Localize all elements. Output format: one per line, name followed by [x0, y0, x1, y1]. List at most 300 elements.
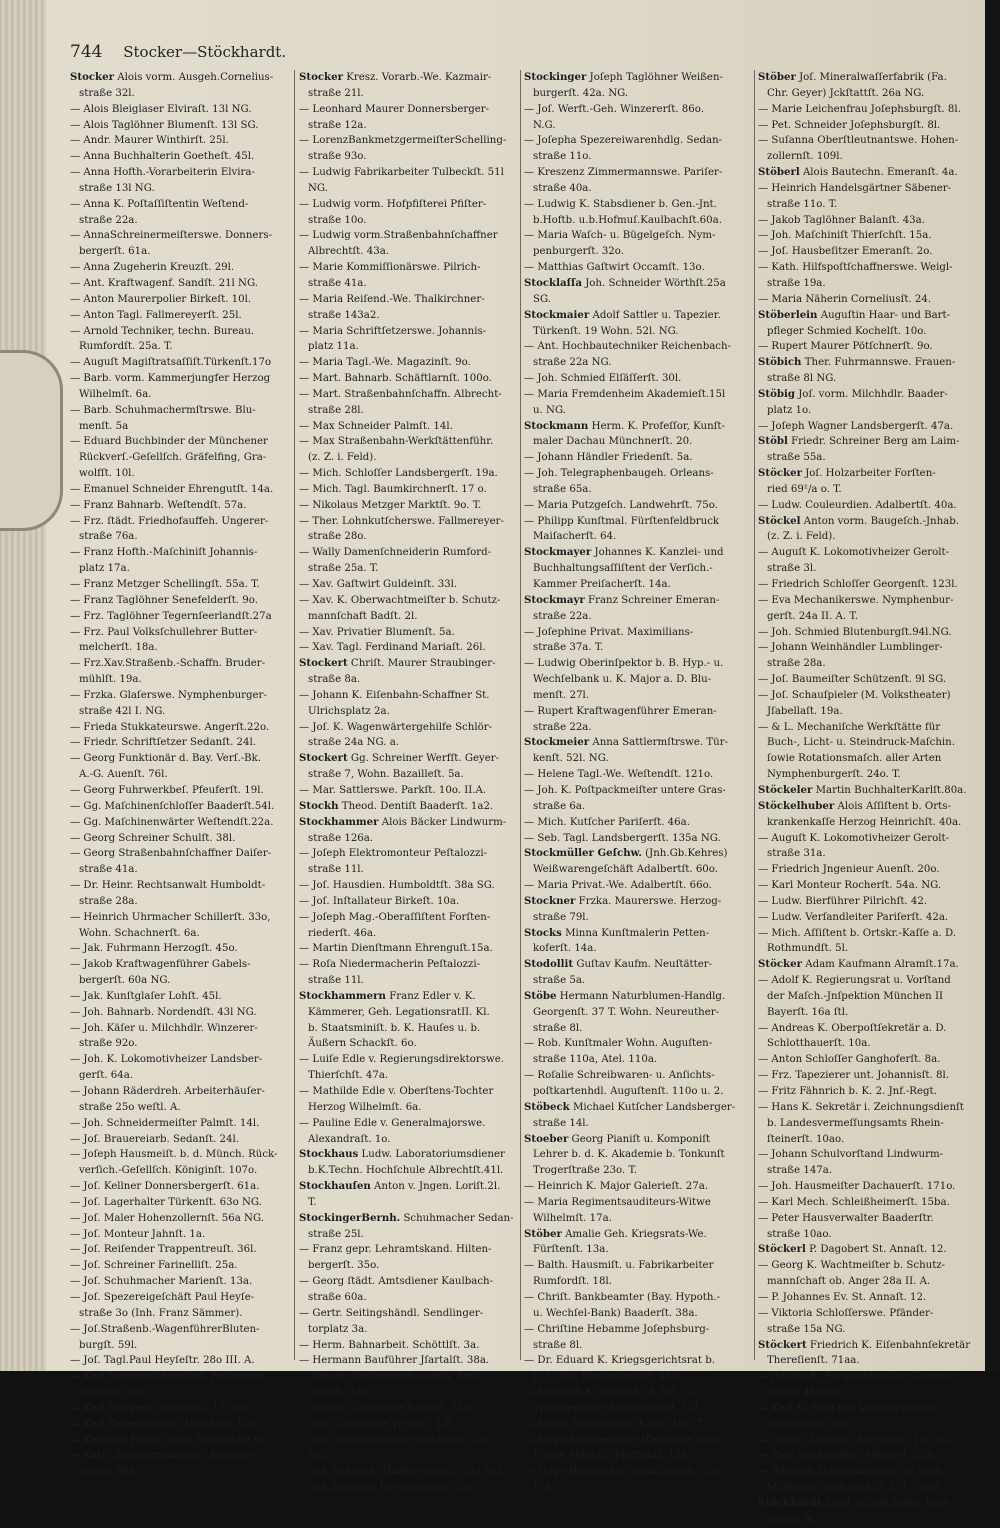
directory-line: — Eduard Buchbinder der Münchener [70, 436, 268, 448]
directory-line: — Arnold Techniker, techn. Bureau. [70, 325, 255, 337]
directory-line: Stockmeier Anna Sattlermſtrswe. Tür- [524, 736, 729, 749]
directory-line: Nymphenburgerſt. 24o. T. [767, 769, 901, 781]
directory-line: — Philipp Kunſtmal. Fürſtenfeldbruck [524, 515, 720, 527]
directory-line: — Friedrich Jngenieur Auenſt. 20o. [758, 864, 940, 876]
directory-line: — Suſanna Oberſtleutnantswe. Hohen- [758, 135, 959, 147]
directory-line: — Joh. Hausmeiſter Dachauerſt. 171o. [758, 1181, 956, 1193]
directory-line: Georgenſt. 37 T. Wohn. Neureuther- [533, 1006, 720, 1018]
directory-line: straße 15a NG. [767, 1323, 846, 1335]
directory-line: — Xav. Privatier Blumenſt. 5a. [299, 626, 455, 638]
directory-line: — Xav. Tagl. Ferdinand Mariaſt. 26l. [299, 642, 486, 654]
directory-line: straße 25a. T. [308, 563, 379, 575]
page-number: 744 [70, 42, 103, 62]
directory-line: — Joſepha Spezereiwarenhdlg. Sedan- [524, 135, 723, 147]
directory-line: — Joh. Taglöhner Triviaſt. 13l. [299, 1418, 455, 1430]
directory-line: — Karl Stiegenb. Baaderſt. 15l NG. [70, 1402, 252, 1414]
directory-line: — Barb. vorm. Kammerjungfer Herzog [70, 373, 271, 385]
directory-line: straße 40a. [533, 182, 592, 194]
directory-line: straße 10ao. [767, 1228, 832, 1240]
directory-line: mühlſt. 19a. [79, 674, 142, 686]
directory-line: Türkenſt. 19 Wohn. 52l. NG. [533, 325, 679, 337]
directory-line: straße 55a. [767, 452, 826, 464]
directory-line: Stockhauſen Anton v. Jngen. Loriſt.2l. [299, 1180, 501, 1193]
directory-line: Alexandraſt. 1o. [308, 1133, 391, 1145]
directory-line: Kämmerer, Geh. LegationsratII. Kl. [308, 1006, 490, 1018]
directory-line: Stockner Frzka. Maurerswe. Herzog- [524, 894, 722, 907]
directory-line: bergerſt. 61a. [79, 246, 151, 258]
directory-line: — Matthias Gaſtwirt Occamſt. 13o. [524, 262, 705, 274]
directory-line: Stöbich Ther. Fuhrmannswe. Frauen- [758, 356, 956, 369]
directory-line: — Anton Maurerpolier Birkeſt. 10l. [70, 293, 252, 305]
directory-line: — Ludw. Verſandleiter Pariſerſt. 42a. [758, 911, 949, 923]
directory-line: — Frzka. Glaſerswe. Nymphenburger- [70, 689, 267, 701]
directory-line: Rückverſ.-Geſellſch. Gräfelfing, Gra- [79, 452, 267, 464]
directory-line: — Mich. Tagl. Baumkirchnerſt. 17 o. [299, 483, 487, 495]
directory-line: mannſchaft ob. Anger 28a II. A. [767, 1276, 931, 1288]
directory-line: — AnnaSchreinermeiſterswe. Donners- [70, 230, 272, 242]
directory-line: Stöckerl P. Dagobert St. Annaſt. 12. [758, 1243, 947, 1256]
directory-line: — Friedrich Schloſſer Georgenſt. 123l. [758, 579, 958, 590]
directory-line: straße 19a. [767, 277, 826, 289]
directory-line: — Johann K. Eiſenbahn-Schaffner St. [299, 689, 490, 701]
directory-line: — Jakob Kraftwagenführer Gabels- [70, 959, 251, 971]
directory-line: straße 22a NG. [533, 357, 612, 369]
directory-line: — Joſ. Hausdien. Humboldtſt. 38a SG. [299, 880, 495, 892]
column-rule [294, 70, 295, 1360]
directory-line: gerſt. 24a II. A. T. [767, 610, 858, 622]
directory-line: Stodollit Guſtav Kaufm. Neuſtätter- [524, 958, 713, 971]
directory-line: straße 25o weſtl. A. [79, 1101, 181, 1113]
directory-line: Stöber Joſ. Mineralwaſſerfabrik (Fa. [758, 71, 947, 83]
directory-line: — Joſ. Tagl.Paul Heyſeſtr. 28o III. A. [70, 1355, 255, 1367]
directory-line: — P. Johannes Ev. St. Annaſt. 12. [758, 1291, 927, 1303]
directory-line: riederſt. 46a. [308, 927, 377, 939]
directory-line: — Joſ. Hausbeſitzer Emeranſt. 2o. [758, 246, 933, 258]
directory-line: — Joſeph Wagner Landsbergerſt. 47a. [758, 420, 954, 432]
directory-line: der Maſch.-Jnſpektion München II [767, 990, 944, 1002]
directory-line: — Joh. Bahnarb. Nordendſt. 43l NG. [70, 1006, 257, 1018]
directory-line: Stocks Minna Kunſtmalerin Petten- [524, 926, 710, 939]
directory-line: straße 8a. [308, 674, 361, 686]
directory-line: straße 126a. [308, 832, 374, 844]
directory-line: — Karl Mech. Schleißheimerſt. 15ba. [758, 1196, 950, 1208]
directory-line: — Franz Taglöhner Senefelderſt. 9o. [70, 594, 258, 606]
directory-line: Stöber Amalie Geh. Kriegsrats-We. [524, 1227, 707, 1240]
directory-line: — Wally Damenſchneiderin Rumford- [299, 547, 492, 559]
directory-line: — Paul Werkmeiſter Müllerſt. 35a. [758, 1450, 936, 1462]
directory-line: — Johann Weinhändler Lumblinger- [758, 642, 943, 654]
directory-line: — Joſ. Kellner Donnersbergerſt. 61a. [70, 1181, 260, 1193]
directory-line: StockingerBernh. Schuhmacher Sedan- [299, 1211, 514, 1224]
directory-line: straße 8l. [533, 1022, 583, 1034]
directory-line: Weißwarengeſchäft Adalbertſt. 60o. [533, 864, 718, 876]
directory-line: — Hugo Bankbeamter (Deutſche Bank [524, 1434, 722, 1446]
directory-line: Stocklaſſa Joh. Schneider Wörthſt.25a [524, 276, 726, 289]
directory-line: mannſchaft Badſt. 2l. [308, 610, 418, 622]
directory-line: — Karolina Privat. Dom Pedroplatz 6l. [70, 1434, 267, 1446]
directory-line: T. [308, 1196, 317, 1208]
directory-line: Wechſelbank u. K. Major a. D. Blu- [533, 674, 712, 686]
directory-line: Stocker Alois vorm. Ausgeh.Cornelius- [70, 71, 274, 83]
directory-line: — Maria Regimentsauditeurs-Witwe [524, 1196, 711, 1208]
directory-line: straße 13l NG. [79, 182, 155, 194]
directory-line: — Peter Hausverwalter Baaderſtr. [758, 1212, 934, 1224]
directory-line: b. Landesvermeſſungsamts Rhein- [767, 1117, 944, 1129]
directory-line: platz 1o. [767, 404, 812, 416]
directory-line: straße 9l. [767, 1513, 817, 1525]
directory-line: — Alois Taglöhner Blumenſt. 13l SG. [70, 119, 259, 131]
directory-line: — Maria Putzgeſch. Landwehrſt. 75o. [524, 499, 718, 511]
directory-line: straße 32l. [79, 87, 135, 99]
directory-line: Trogerſtraße 23o. T. [533, 1165, 638, 1177]
directory-line: — Johann Taglöhner Balanſt. 75o. [299, 1402, 473, 1414]
directory-line: — Maria Näherin Corneliusſt. 24. [758, 293, 932, 305]
directory-line: — Anna Hofth.-Vorarbeiterin Elvira- [70, 167, 255, 179]
column-2 [299, 70, 517, 1494]
directory-line: N.G. [533, 119, 556, 131]
directory-line: straße 22a. [533, 610, 592, 622]
directory-line: — Ludwig vorm. Hofpfiſterei Pfiſter- [299, 198, 487, 210]
directory-line: straße 8l NG. [767, 373, 837, 385]
directory-line: — Joſ. K. Wagenwärtergehilfe Schlör- [299, 721, 493, 733]
directory-line: — Kath. Hilfspoſtſchaffnerswe. Weigl- [758, 262, 953, 274]
directory-line: Rumfordſt. 25a. T. [79, 341, 173, 353]
directory-line: — Auguſt Magiſtratsaſſiſt.Türkenſt.17o [70, 357, 272, 369]
directory-line: straße 60a. [308, 1291, 367, 1303]
directory-line: — Karl Monteur Rocherſt. 54a. NG. [758, 880, 942, 892]
directory-line: straße 28o. [308, 531, 367, 543]
directory-line: — Ludw. Bierführer Pilrichſt. 42. [758, 895, 928, 907]
directory-line: — Kreszenz Zimmermannswe. Pariſer- [524, 167, 723, 179]
directory-line: straße 28l. [308, 404, 364, 416]
directory-line: straße 147a. [767, 1165, 833, 1177]
directory-line: straße 110a, Atel. 110a. [533, 1054, 658, 1066]
binder-clip [0, 350, 63, 531]
directory-line: — Joſ. Spezereigeſchäft Paul Heyſe- [70, 1291, 255, 1303]
directory-line: erſtraße 28o. [79, 1387, 147, 1399]
directory-line: — Georg Fuhrwerkbeſ. Pfeuferſt. 19l. [70, 784, 264, 796]
directory-line: — Ther. Lohnkutſcherswe. Fallmereyer- [299, 515, 504, 527]
directory-line: — Jakob Taglöhner Balanſt. 43a. [758, 214, 925, 226]
directory-line: — Joſeph Elektromonteur Peſtalozzi- [299, 848, 488, 860]
directory-line: — Karl Tagesſchriftſt. Dantheſt. 11a. [70, 1418, 259, 1430]
directory-line: — Hermann Bauführer Jſartalſt. 38a. [299, 1355, 490, 1367]
directory-line: straße 76a. [79, 531, 138, 543]
directory-line: Stocker Kresz. Vorarb.-We. Kazmair- [299, 71, 492, 83]
directory-line: — Heinrich K. Major Galerieſt. 27a. [524, 1181, 709, 1193]
directory-line: SG. [533, 293, 551, 305]
directory-line: — Johann K. Poſtpackmeiſter Tulbeck- [758, 1371, 955, 1383]
directory-line: — Joſ. Schreiner Farinelliſt. 25a. [70, 1260, 238, 1272]
directory-line: — Maria Tagl.-We. Magazinſt. 9o. [299, 357, 471, 369]
directory-line: straße 5a. [533, 975, 586, 987]
running-head: Stocker—Stöckhardt. [123, 43, 287, 61]
directory-line: — Andr. Maurer Winthirſt. 25l. [70, 135, 229, 147]
directory-line: — Leonh. Dienſtm. Kirchenſt. 15o SG. [758, 1434, 954, 1446]
directory-line: Stöberl Alois Bautechn. Emeranſt. 4a. [758, 166, 958, 179]
directory-line: Stöckeler Martin BuchhalterKarlſt.80a. [758, 783, 967, 796]
directory-line: — Anna K. Poſtaſſiſtentin Weſtend- [70, 198, 249, 210]
directory-line: — Joh. Schmied Elſäſſerſt. 30l. [524, 373, 682, 385]
directory-line: Rothmundſt. 5l. [767, 943, 849, 955]
directory-line: — Hugo Hutmacher Sendlingerſt. 29a [524, 1466, 721, 1478]
directory-line: — Luiſe Edle v. Regierungsdirektorswe. [299, 1054, 504, 1066]
directory-line: gerſt. 64a. [79, 1070, 134, 1082]
directory-line: — Frz. ſtädt. Friedhofauffeh. Ungerer- [70, 515, 269, 527]
directory-line: — Marie Leichenfrau Joſephsburgſt. 8l. [758, 103, 961, 115]
directory-line: wolfſt. 10l. [79, 468, 135, 480]
column-rule [520, 70, 521, 1360]
directory-line: straße 12a. [308, 119, 367, 131]
directory-line: Stockmaier Adolf Sattler u. Tapezier. [524, 308, 721, 321]
directory-line: Stockinger Joſeph Taglöhner Weißen- [524, 71, 723, 83]
directory-line: straße 65a. [533, 483, 592, 495]
directory-line: A.-G. Auenſt. 76l. [79, 769, 168, 781]
directory-line: — Maria Privat.-We. Adalbertſt. 66o. [524, 880, 712, 892]
directory-line: — Maria Reiſend.-We. Thalkirchner- [299, 293, 485, 305]
directory-line: — Ludwig K. Stabsdiener b. Gen.-Jnt. [524, 198, 717, 210]
directory-line: — Georg K. Wachtmeiſter b. Schutz- [758, 1260, 946, 1272]
directory-line: — Mathilde Edle v. Oberſtens-Tochter [299, 1086, 494, 1097]
directory-line: — Marie Kommiſſionärswe. Pilrich- [299, 262, 481, 274]
directory-line: — Barb. Schuhmachermſtrswe. Blu- [70, 404, 256, 416]
directory-line: — Joh. Maſchiniſt Thierſchſt. 15a. [758, 230, 932, 242]
directory-line: NG. [308, 1450, 328, 1462]
directory-line: — Rupert Kraftwagenführer Emeran- [524, 705, 717, 717]
directory-line: — Mart. Straßenbahnſchaffn. Albrecht- [299, 388, 502, 400]
directory-line: Albrechtſt. 43a. [308, 246, 390, 258]
directory-line: u. NG. [533, 404, 566, 416]
directory-line: zollernſt. 109l. [767, 151, 843, 163]
directory-line: — Martin Dienſtmann Ehrenguſt.15a. [299, 943, 493, 955]
directory-line: — Gg. Maſchinenwärter Weſtendſt.22a. [70, 816, 274, 828]
directory-line: — Ant. Hochbautechniker Reichenbach- [524, 341, 731, 353]
directory-line: straße 41a. [79, 864, 138, 876]
directory-line: — Alois Bleiglaser Elviraſt. 13l NG. [70, 103, 252, 115]
directory-line: — Joſ. Inſtallateur Birkeſt. 10a. [299, 895, 460, 907]
directory-line: straße 3l. [767, 563, 817, 575]
directory-line: — Rob. Kunſtmaler Wohn. Auguſten- [524, 1038, 713, 1050]
directory-line: Müllerſch. Volksbad (z. Z. i. Feld). [767, 1482, 942, 1494]
directory-line: straße 8l. [533, 1339, 583, 1351]
directory-line: — Joſ. Baumeiſter Schützenſt. 9l SG. [758, 674, 947, 686]
directory-line: Filiale Münch.) Fürſtenſt. 13a. [533, 1450, 691, 1462]
directory-line: — Mich. Aſſiſtent b. Ortskr.-Kaſſe a. D. [758, 927, 957, 939]
directory-line: — Ludwig vorm.Straßenbahnſchaffner [299, 230, 498, 242]
directory-line: — Joſ. Werft.-Geh. Winzererſt. 86o. [524, 103, 704, 115]
directory-line: koferſt. 14a. [533, 943, 597, 955]
directory-line: u. Wechſel-Bank) Baaderſt. 38a. [533, 1307, 698, 1319]
directory-line: straße 11o. T. [767, 198, 838, 210]
directory-line: — Mar. Sattlerswe. Parkſt. 10o. II.A. [299, 784, 487, 796]
directory-line: — Friedr. Schriftſetzer Sedanſt. 24l. [70, 737, 257, 749]
directory-line: — Viktoria Schloſſerswe. Pfänder- [758, 1307, 934, 1319]
directory-line: — Johann Schulvorſtand Lindwurm- [758, 1149, 944, 1161]
directory-line: — Gertr. Seitingshändl. Sendlinger- [299, 1307, 484, 1319]
directory-line: penburgerſt. 32o. [533, 246, 624, 258]
directory-line: — Mart. Bahnarb. Schäftlarnſt. 100o. [299, 373, 492, 385]
directory-line: — Anna Buchhalterin Goetheſt. 45l. [70, 151, 255, 163]
directory-line: straße 21l. [308, 87, 364, 99]
directory-line: — Ant. Kraftwagenf. Sandſt. 21l NG. [70, 277, 258, 289]
directory-line: Stöckert Friedrich K. Eiſenbahnſekretär [758, 1338, 971, 1351]
directory-line: — Johann Maſchinenhausgeh. Sebl- [299, 1371, 483, 1383]
directory-line: Bayerſt. 16a ſtl. [767, 1006, 849, 1018]
directory-line: — Heinrich Uhrmacher Schillerſt. 33o, [70, 911, 271, 923]
directory-line: — Joh. K. Poſtpackmeiſter untere Gras- [524, 784, 726, 796]
directory-line: (z. Z. i. Feld). [308, 452, 377, 464]
directory-line: — Frz. Paul Volksſchullehrer Butter- [70, 626, 258, 638]
column-3 [524, 70, 752, 1494]
directory-line: — Joh. K. Lokomotivheizer Landsber- [70, 1054, 263, 1066]
directory-line: maler Dachau Münchnerſt. 20. [533, 436, 693, 448]
directory-line: — Mich. Kutſcher Pariſerſt. 46a. [524, 816, 690, 828]
directory-line: — Georg Schreiner Schulſt. 38l. [70, 832, 236, 844]
directory-line: — Joſ. Maler Hohenzollernſt. 56a NG. [70, 1212, 264, 1224]
directory-line: — Joſeph Hausmeiſt. b. d. Münch. Rück- [70, 1149, 278, 1161]
directory-line: — Georg Straßenbahnſchaffner Daiſer- [70, 848, 272, 860]
directory-line: — Franz Hofth.-Maſchiniſt Johannis- [70, 547, 258, 559]
directory-line: — Max Schneider Palmſt. 14l. [299, 420, 453, 432]
directory-line: — Georg ſtädt. Amtsdiener Kaulbach- [299, 1276, 494, 1288]
directory-line: Stockmüller Geſchw. (Jnh.Gb.Kehres) [524, 847, 728, 860]
directory-line: poſtkartenhdl. Auguſtenſt. 110o u. 2. [533, 1086, 724, 1097]
directory-line: — Balth. Hausmiſt. u. Fabrikarbeiter [524, 1260, 714, 1272]
directory-line: Stöcker Adam Kaufmann Alramſt.17a. [758, 958, 959, 971]
directory-line: straße 25l. [308, 1228, 364, 1240]
directory-line: b. Staatsminiſt. b. K. Hauſes u. b. [308, 1022, 481, 1034]
directory-line: — Franz gepr. Lehramtskand. Hilten- [299, 1244, 492, 1256]
directory-line: Stöbig Joſ. vorm. Milchhdlr. Baader- [758, 387, 948, 400]
directory-line: — Joh. Käſer u. Milchhdlr. Winzerer- [70, 1022, 258, 1034]
directory-line: — Frieda Stukkateurswe. Angerſt.22o. [70, 721, 270, 733]
directory-line: Thierſchſt. 47a. [308, 1070, 389, 1082]
directory-line: — Frz.Xav.Straßenb.-Schaffn. Bruder- [70, 658, 266, 670]
directory-line: Herzog Wilhelmſt. 6a. [308, 1101, 422, 1113]
directory-line: Stöckel Anton vorm. Baugeſch.-Jnhab. [758, 514, 959, 527]
directory-line: — & L. Mechaniſche Werkſtätte für [758, 721, 941, 733]
directory-line: ſowie Rotationsmaſch. aller Arten [767, 753, 942, 765]
directory-line: — Jak. Kunſtglaſer Lohſt. 45l. [70, 990, 222, 1002]
directory-line: straße 79l. [533, 911, 589, 923]
directory-line: Buch-, Licht- u. Steindruck-Maſchin. [767, 737, 955, 749]
directory-line: — Andreas K. Oberpoſtſekretär a. D. [758, 1022, 947, 1034]
directory-line: — Chriſtine Hebamme Joſephsburg- [524, 1323, 710, 1335]
directory-line: Stockert Chriſt. Maurer Straubinger- [299, 657, 496, 670]
scan-edge [985, 0, 1000, 1371]
directory-line: kenſt. 52l. NG. [533, 753, 609, 765]
directory-line: Stöbl Friedr. Schreiner Berg am Laim- [758, 435, 960, 448]
directory-line: — Dr. Heinr. Rechtsanwalt Humboldt- [70, 880, 266, 892]
directory-line: — Ludwig Oberinſpektor b. B. Hyp.- u. [524, 658, 724, 670]
directory-line: Stockhammern Franz Edler v. K. [299, 989, 476, 1002]
directory-line: — Ludw. Couleurdien. Adalbertſt. 40a. [758, 499, 957, 511]
directory-line: Chr. Geyer) Jckſtattſt. 26a NG. [767, 87, 925, 99]
directory-line: Äußern Schackſt. 6o. [308, 1038, 417, 1050]
directory-line: — Fritz Fähnrich b. K. 2. Jnf.-Regt. [758, 1086, 937, 1097]
directory-line: melcherſt. 18a. [79, 642, 158, 654]
directory-line: straße 37a. T. [533, 642, 604, 654]
directory-line: — LorenzBankmetzgermeiſterSchelling- [299, 135, 507, 147]
directory-line: straße 6a. [533, 800, 586, 812]
directory-line: straße 22a. [533, 721, 592, 733]
directory-line: Fürſtenſt. 13a. [533, 1244, 609, 1256]
directory-line: straße 48a SG. [767, 1387, 844, 1399]
directory-line: straße 22a. [79, 214, 138, 226]
directory-line: torplatz 3a. [308, 1323, 368, 1335]
directory-line: straße 24a NG. a. [308, 737, 400, 749]
directory-line: — Anna Zugeherin Kreuzſt. 29l. [70, 262, 235, 274]
directory-line: — Heinrich K. Major b. d. Art.- u. [524, 1387, 696, 1399]
directory-line: Wilhelmſt. 17a. [533, 1212, 612, 1224]
directory-line: ried 69¹/a o. T. [767, 483, 842, 495]
directory-line: verſich.-Geſellſch. Königinſt. 107o. [79, 1165, 258, 1177]
directory-line: straße 10o. [308, 214, 367, 226]
directory-line: Stöbe Hermann Naturblumen-Handlg. [524, 989, 726, 1002]
page-header [70, 42, 870, 66]
directory-line: — Xav. K. Oberwachtmeiſter b. Schutz- [299, 594, 501, 606]
directory-line: — Joſ. Schuhmacher Marienſt. 13a. [70, 1276, 253, 1288]
directory-line: b. 1. Div. Hindenburgſt. 45a. [533, 1371, 681, 1383]
directory-line: — Joſ. Brauereiarb. Sedanſt. 24l. [70, 1133, 239, 1145]
directory-line: — Helene Tagl.-We. Weſtendſt. 121o. [524, 769, 714, 781]
directory-line: platz 11a. [308, 341, 359, 353]
directory-line: — Joſ. Schneid. Thalkirchnerſt. 53a NG. [299, 1466, 505, 1478]
directory-line: I. A. [533, 1482, 555, 1494]
directory-line: ſteinerſt. 10ao. [767, 1133, 845, 1145]
directory-line: — Herm. Bahnarbeit. Schöttlſt. 3a. [299, 1339, 480, 1351]
directory-line: Stockhammer Alois Bäcker Lindwurm- [299, 815, 507, 828]
directory-line: — Joh. Schmied Blutenburgſt.94l.NG. [758, 626, 952, 638]
directory-line: — Pauline Edle v. Generalmajorswe. [299, 1117, 486, 1129]
directory-line: Thereſienſt. 71aa. [767, 1355, 860, 1367]
directory-line: — Frz. Tapezierer unt. Johannisſt. 8l. [758, 1070, 949, 1082]
directory-line: straße 3o (Inh. Franz Sämmer). [79, 1307, 243, 1319]
directory-line: Wohn. Schachnerſt. 6a. [79, 927, 200, 939]
directory-line: straße 42l I. NG. [79, 705, 166, 717]
directory-line: Traindepotdir. Maximilianſt. 12l. [533, 1402, 702, 1414]
directory-line: — Roſa Niedermacherin Peſtalozzi- [299, 959, 481, 971]
directory-line: — Rupert Maurer Pötſchnerſt. 9o. [758, 341, 933, 353]
directory-line: — Maria Schriftſetzerswe. Johannis- [299, 325, 487, 337]
directory-line: — Xav. Gaſtwirt Guldeinſt. 33l. [299, 579, 458, 590]
directory-line: — Karl K. Bote bes Verkehrsminiſt. [758, 1402, 939, 1414]
directory-line: Lehrer b. d. K. Akademie b. Tonkunſt [533, 1149, 725, 1161]
directory-line: — Joh. Telegraphenbaugeh. Orleans- [524, 468, 714, 480]
column-rule [754, 70, 755, 1360]
directory-line: pfleger Schmied Kochelſt. 10o. [767, 325, 927, 337]
directory-line: Rumfordſt. 18l. [533, 1276, 612, 1288]
directory-line: — Joſ. Reiſender Trappentreuſt. 36l. [70, 1244, 257, 1256]
directory-line: Maiſacherſt. 64. [533, 531, 617, 543]
directory-line: burgſt. 59l. [79, 1339, 138, 1351]
directory-line: — Hans K. Sekretär i. Zeichnungsdienſt [758, 1101, 964, 1113]
directory-line: Kammer Preiſacherſt. 14a. [533, 579, 671, 590]
directory-line: — Dr. Eduard K. Kriegsgerichtsrat b. [524, 1355, 715, 1367]
directory-line: bergerſt. 35o. [308, 1260, 380, 1272]
directory-line: bergerſt. 60a NG. [79, 975, 171, 987]
directory-line: straße 31a. [767, 848, 826, 860]
directory-line: straße 143a2. [308, 309, 380, 321]
directory-line: — Max Straßenbahn-Werkſtättenführ. [299, 436, 494, 448]
page-binding [0, 0, 46, 1371]
directory-line: — Mich. Schloſſer Landsbergerſt. 19a. [299, 468, 498, 480]
directory-line: menſt. 27l. [533, 689, 590, 701]
directory-line: Stockhaus Ludw. Laboratoriumsdiener [299, 1148, 505, 1161]
directory-line: Stockert Gg. Schreiner Werfſt. Geyer- [299, 752, 500, 765]
directory-line: — Gg. Maſchinenſchloſſer Baaderſt.54l. [70, 800, 275, 812]
directory-line: — Emanuel Schneider Ehrengutſt. 14a. [70, 483, 274, 495]
